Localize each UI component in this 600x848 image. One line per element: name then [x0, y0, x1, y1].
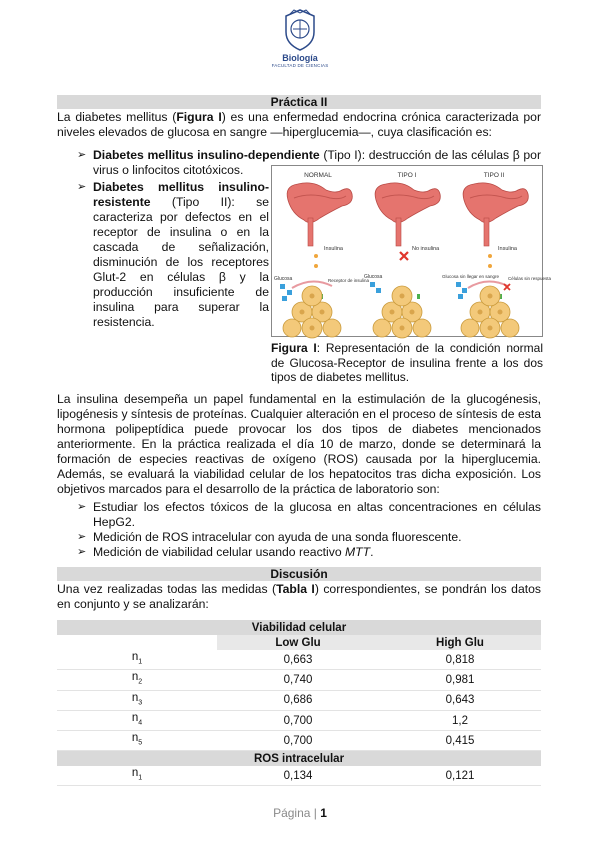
figure-reference: Figura I	[176, 110, 222, 124]
label-glucosa-tipo1: Glucosa	[364, 274, 383, 280]
table-section-ros: ROS intracelular	[57, 751, 541, 766]
arrow-bullet-icon: ➢	[77, 501, 87, 513]
list-item: ➢ Estudiar los efectos tóxicos de la glucosa en altas concentraciones en células HepG2.	[77, 500, 541, 529]
label-insulina-normal: Insulina	[324, 246, 343, 252]
insulin-paragraph: La insulina desempeña un papel fundamental en la estimulación de la glucogénesis, lipogénesis y síntesis de proteínas. Cualquier alteración en el proceso de síntesis de esta hormona polipeptídica puede provocar los dos tipos de diabetes mencionados anteriormente. En la práctica realizada el día 10 de marzo, donde se determinará la formación de especies reactivas de oxígeno (ROS) causada por la hiperglucemia. Además, se evaluará la viabilidad celular de los hepatocitos tras dicha exposición. Los objetivos marcados para el desarrollo de la práctica de laboratorio son:	[57, 392, 541, 496]
results-table	[57, 620, 541, 786]
page-footer: Página | 1	[273, 806, 327, 820]
university-logo	[268, 8, 332, 80]
table-row: $n_4$ 0,700 1,2	[57, 710, 541, 730]
column-low-glu: Low Glu	[217, 635, 379, 650]
arrow-bullet-icon: ➢	[77, 149, 87, 161]
cells-tipo2	[461, 286, 519, 338]
label-celulas: Células sin respuesta	[508, 276, 552, 281]
label-glucosa-normal: Glucosa	[274, 276, 293, 282]
figure-caption: Figura I: Representación de la condición normal de Glucosa-Receptor de insulina frente a los dos tipos de diabetes mellitus.	[271, 341, 543, 384]
diabetes-figure	[271, 165, 552, 337]
diabetes-type2-list	[57, 180, 269, 330]
crest-icon	[280, 8, 320, 52]
list-item: ➢ Medición de viabilidad celular usando reactivo MTT.	[77, 545, 374, 559]
discussion-paragraph: Una vez realizadas todas las medidas (Tabla I) correspondientes, se pondrán los datos en conjunto y se analizarán:	[57, 582, 541, 611]
table-row: $n_3$ 0,686 0,643	[57, 690, 541, 710]
label-insulina-tipo2: Insulina	[498, 246, 517, 252]
intro-paragraph: La diabetes mellitus (Figura I) es una enfermedad endocrina crónica caracterizada por niveles elevados de glucosa en sangre —hiperglucemia—, cuya clasificación es:	[57, 110, 541, 139]
table-section-viabilidad: Viabilidad celular	[57, 620, 541, 635]
table-row: $n_2$ 0,740 0,981	[57, 670, 541, 690]
list-item: ➢ Diabetes mellitus insulino-resistente (Tipo II): se caracteriza por defectos en el receptor de insulina o en la cascada de señalización, disminución de los receptores Glut-2 en células β y la producción insuficiente de insulina para superar la resistencia.	[77, 180, 269, 329]
pancreas-normal	[287, 183, 352, 246]
arrow-bullet-icon: ➢	[77, 181, 87, 193]
pancreas-tipo2	[463, 183, 528, 246]
arrow-bullet-icon: ➢	[77, 546, 87, 558]
pancreas-tipo1	[375, 183, 440, 246]
table-row: $n_1$ 0,663 0,818	[57, 650, 541, 670]
label-no-insulina: No insulina	[412, 246, 440, 252]
practice-title: Práctica II	[57, 95, 541, 109]
list-item: ➢ Diabetes mellitus insulino-dependiente (Tipo I): destrucción de las células β por virus o linfocitos citotóxicos.	[77, 148, 541, 177]
table-reference: Tabla I	[276, 582, 315, 596]
page-number: 1	[320, 806, 327, 820]
cross-icon	[400, 252, 408, 260]
cells-tipo1	[373, 286, 431, 338]
arrow-bullet-icon: ➢	[77, 531, 87, 543]
table-row: $n_5$ 0,700 0,415	[57, 731, 541, 751]
panel-title-tipo2: TIPO II	[483, 172, 505, 179]
panel-title-tipo1: TIPO I	[397, 172, 417, 179]
objectives-list	[57, 500, 541, 560]
table-row: $n_1$ 0,134 0,121	[57, 766, 541, 786]
logo-title: Biología	[282, 53, 318, 63]
list-item: ➢ Medición de ROS intracelular con ayuda de una sonda fluorescente.	[77, 530, 462, 544]
panel-title-normal: NORMAL	[304, 172, 332, 179]
column-high-glu: High Glu	[379, 635, 541, 650]
label-glucosa-sangre: Glucosa sin llegar en sangre	[442, 274, 500, 279]
logo-subtitle: FACULTAD DE CIENCIAS	[271, 63, 329, 68]
discussion-title: Discusión	[57, 567, 541, 581]
label-receptor: Receptor de insulina	[328, 278, 370, 283]
